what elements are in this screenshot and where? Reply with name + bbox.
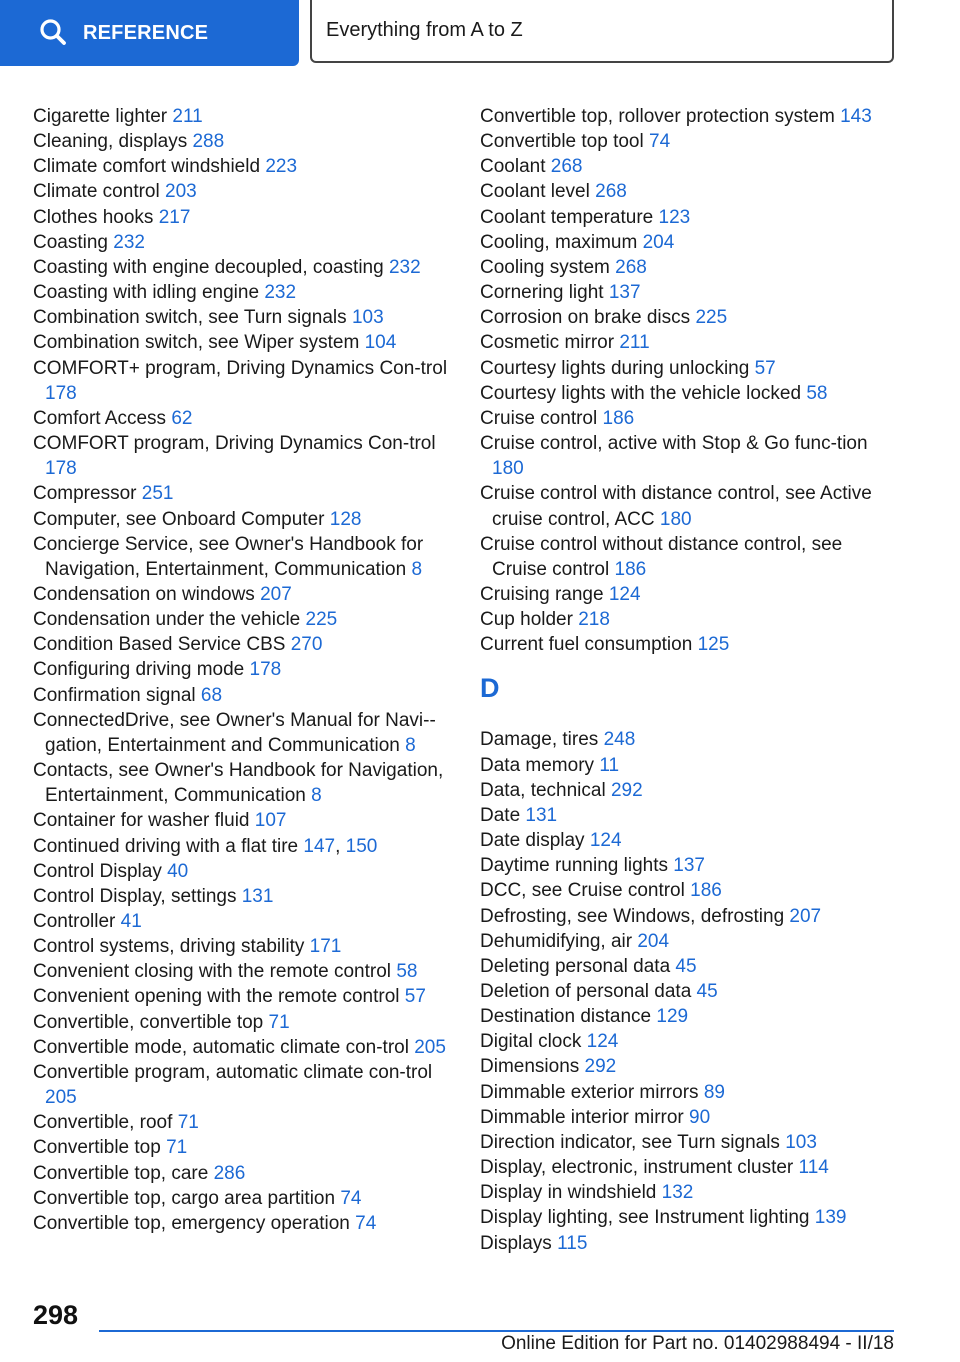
index-entry [33,808,453,833]
index-entry-text: Data, technical [480,779,606,801]
index-entry [33,934,453,959]
index-entry [33,280,453,305]
page-reference-link[interactable]: 180 [659,508,692,530]
index-entry-text: Display in windshield [480,1182,657,1204]
index-entry-text: Current fuel consumption [480,634,693,656]
index-entry [33,758,453,808]
index-entry [480,381,890,406]
index-entry-text: Dimmable exterior mirrors [480,1081,699,1103]
index-entry [33,1186,453,1211]
index-entry [480,280,890,305]
page-reference-link[interactable]: 132 [661,1182,694,1204]
index-entry-text: Date display [480,830,585,852]
index-entry-text: Condition Based Service CBS [33,634,286,656]
index-column-left [33,104,453,1236]
page-reference-link[interactable]: 104 [364,332,397,354]
index-entry [33,481,453,506]
page-reference-link[interactable]: 123 [658,206,691,228]
index-entry [33,683,453,708]
page-reference-link[interactable]: 268 [595,181,627,203]
index-entry [480,727,890,752]
index-entry [33,330,453,355]
index-entry-text: Coolant [480,156,546,178]
index-entry [33,230,453,255]
index-entry [33,104,453,129]
index-entry [480,1180,890,1205]
index-entry-text: Coolant temperature [480,206,654,228]
index-entry [480,431,890,481]
page-reference-link[interactable]: 124 [589,830,622,852]
index-entry-text: Displays [480,1232,552,1254]
page-reference-link[interactable]: 8 [311,785,322,807]
index-entry [33,657,453,682]
page-reference-link[interactable]: 171 [309,936,342,958]
page-reference-link[interactable]: 211 [172,106,203,127]
index-entry-text: Coasting with idling engine [33,282,260,304]
index-entry-text: Clothes hooks [33,206,154,228]
index-entry [33,129,453,154]
page-reference-link[interactable]: 41 [120,911,142,932]
index-entry [33,959,453,984]
page-reference-link[interactable]: 124 [586,1031,619,1053]
index-entry [480,1029,890,1054]
index-entry [33,1135,453,1160]
page-reference-link[interactable]: 217 [158,206,191,228]
page-reference-link[interactable]: 292 [584,1056,617,1078]
page-reference-link[interactable]: 58 [396,961,418,983]
index-entry [33,884,453,909]
index-entry [480,1231,890,1256]
index-entry-text: Coasting with engine decoupled, coasting [33,256,384,278]
index-entry-text: Convertible top, rollover protection system [480,106,835,127]
index-entry [480,954,890,979]
page-reference-link[interactable]: 131 [241,885,274,907]
index-entry-text: Cruise control without distance control, see Cruise control [480,533,843,580]
index-entry-text: Cruise control, active with Stop & Go func-tion [480,433,868,455]
index-entry [480,1105,890,1130]
page-reference-link[interactable]: 232 [113,231,145,253]
index-column-right [480,104,890,1256]
index-entry: Continued driving with a flat tire 147, 150 [33,835,378,857]
index-entry [33,179,453,204]
page-reference-link[interactable]: 211 [619,332,650,354]
page-reference-link[interactable]: 204 [642,231,675,253]
page-reference-link[interactable]: 268 [615,256,647,278]
page-reference-link[interactable]: 74 [649,131,671,153]
index-entry [480,778,890,803]
index-entry-text: Deleting personal data [480,955,671,977]
index-entry-text: Climate control [33,181,160,203]
page-reference-link[interactable]: 40 [167,860,189,882]
index-entry [480,481,890,531]
index-entry-text: Convertible program, automatic climate con-trol [33,1061,433,1083]
index-entry [480,330,890,355]
page-reference-link[interactable]: 8 [411,558,423,580]
page-reference-link[interactable]: 268 [550,156,583,178]
page-reference-link[interactable]: 205 [414,1036,446,1058]
page-reference-link[interactable]: 218 [578,609,610,631]
page-reference-link[interactable]: 129 [656,1006,689,1028]
index-entry-text: Cleaning, displays [33,131,188,153]
index-entry [33,708,453,758]
index-entry-text: Convertible, roof [33,1112,173,1134]
page-reference-link[interactable]: 286 [213,1162,246,1184]
index-entry [33,205,453,230]
index-entry [33,532,453,582]
page-reference-link[interactable]: 139 [814,1207,847,1229]
index-entry [33,406,453,431]
page-reference-link[interactable]: 114 [798,1157,829,1179]
index-entry-text: Contacts, see Owner's Handbook for Navigation, Entertainment, Communication [33,760,444,807]
index-entry-text: Daytime running lights [480,855,668,877]
index-entry [480,878,890,903]
index-entry [480,632,890,657]
index-entry-text: Control Display, settings [33,885,237,907]
index-entry [480,406,890,431]
index-entry [33,909,453,934]
page-reference-link[interactable]: 11 [599,754,620,776]
index-entry [480,979,890,1004]
index-entry-text: Comfort Access [33,407,167,429]
index-entry-text: Deletion of personal data [480,981,692,1002]
index-entry [33,1110,453,1135]
page-reference-link[interactable]: 115 [557,1232,588,1254]
index-entry-text: Cornering light [480,282,604,304]
index-letter-heading: D [480,673,500,704]
page-reference-link[interactable]: 62 [171,407,193,429]
index-entry [480,532,890,582]
page-reference-link[interactable]: 103 [351,307,384,329]
index-entry [33,154,453,179]
index-entry-text: Condensation under the vehicle [33,609,301,631]
index-entry-text: Condensation on windows [33,583,255,605]
page-reference-link[interactable]: 292 [610,779,643,801]
index-entry-text: Continued driving with a flat tire [33,835,299,857]
index-entry-text: Dehumidifying, air [480,930,633,952]
page-header [0,0,960,66]
page-reference-link[interactable]: 58 [806,382,828,404]
chapter-title: Everything from A to Z [326,19,523,41]
index-entry-text: Coolant level [480,181,590,203]
page-reference-link[interactable]: 225 [305,609,338,631]
index-entry [480,1205,890,1230]
page-reference-link[interactable]: 270 [290,634,323,656]
index-entry-text: DCC, see Cruise control [480,880,685,902]
footer-rule [99,1330,894,1332]
index-entry-text: Courtesy lights during unlocking [480,357,750,379]
index-entry-text: Concierge Service, see Owner's Handbook for Navigation, Entertainment, Communication [33,533,424,580]
index-entry [33,1161,453,1186]
page-reference-link[interactable]: 143 [840,106,872,127]
index-entry-text: Convertible mode, automatic climate con-trol [33,1036,409,1058]
index-entry-text: Convertible, convertible top [33,1011,264,1033]
index-entry-text: Control systems, driving stability [33,936,305,958]
page-reference-link[interactable]: 74 [340,1187,362,1209]
page-reference-link[interactable]: 223 [265,156,298,178]
page-reference-link[interactable]: 225 [695,307,728,329]
index-entry-text: Direction indicator, see Turn signals [480,1131,780,1153]
index-entry-text: Combination switch, see Wiper system [33,332,360,354]
index-entry-text: Controller [33,911,116,932]
page-reference-link[interactable]: 205 [45,1087,77,1109]
page-reference-link[interactable]: 137 [673,855,705,877]
page-reference-link[interactable]: 137 [608,282,641,304]
page-reference-link[interactable]: 68 [200,684,223,706]
index-entry-text: Cooling, maximum [480,231,638,253]
page-reference-link[interactable]: 178 [45,382,77,404]
page-reference-link[interactable]: 57 [754,357,776,379]
index-entry-text: Configuring driving mode [33,659,245,681]
index-entry [33,431,453,481]
index-entry-text: Convertible top, care [33,1162,209,1184]
index-entry-text: Cruise control [480,407,598,429]
index-entry [33,632,453,657]
index-entry [33,356,453,406]
page-reference-link[interactable]: 232 [264,282,297,304]
index-entry [480,305,890,330]
index-entry [33,305,453,330]
index-entry-text: Convenient closing with the remote control [33,961,392,983]
index-entry [480,607,890,632]
index-entry [33,607,453,632]
page-reference-link[interactable]: 45 [696,981,718,1002]
page-reference-link[interactable]: 107 [254,810,287,832]
index-entry [480,104,890,129]
index-entry [480,1080,890,1105]
index-entry-text: Computer, see Onboard Computer [33,508,325,530]
index-entry [480,154,890,179]
index-entry [480,929,890,954]
page-reference-link[interactable]: 204 [637,930,670,952]
page-number: 298 [33,1300,79,1330]
index-entry-text: Defrosting, see Windows, defrosting [480,905,785,927]
index-entry [33,984,453,1009]
index-entry-text: COMFORT+ program, Driving Dynamics Con-trol [33,357,448,379]
index-entry-text: Convertible top tool [480,131,644,153]
index-entry-text: Cruising range [480,583,604,605]
page-reference-link[interactable]: 128 [329,508,362,530]
index-entry-text: Combination switch, see Turn signals [33,307,347,329]
index-entry-text: Display lighting, see Instrument lighting [480,1207,810,1229]
index-entry [480,853,890,878]
index-entry [33,507,453,532]
page-reference-link[interactable]: 248 [603,729,636,751]
index-entry-text: Cigarette lighter [33,106,168,127]
index-entry-text: Cup holder [480,609,573,631]
index-entry-text: Climate comfort windshield [33,156,261,178]
index-entry-text: Destination distance [480,1006,652,1028]
page-reference-link[interactable]: 71 [166,1137,188,1159]
page-reference-link[interactable]: 71 [177,1112,199,1134]
page-reference-link[interactable]: 207 [789,905,822,927]
page-reference-link[interactable]: 57 [404,986,426,1008]
index-entry [480,179,890,204]
index-entry [480,1130,890,1155]
index-entry [480,356,890,381]
chapter-title-tab [310,0,894,63]
index-entry-text: COMFORT program, Driving Dynamics Con-trol [33,433,436,455]
page-reference-link[interactable]: 232 [388,256,421,278]
page-reference-link[interactable]: 180 [492,458,524,480]
page-reference-link[interactable]: 71 [268,1011,290,1033]
page-reference-link[interactable]: 186 [690,880,722,902]
page-reference-link[interactable]: 90 [689,1106,711,1128]
index-entry-text: Convertible top, emergency operation [33,1212,350,1234]
page-reference-link[interactable]: 186 [602,407,635,429]
index-entry-text: Coasting [33,231,108,253]
index-entry-text: Data memory [480,754,595,776]
index-entry [480,1155,890,1180]
index-entry-text: Compressor [33,483,137,505]
index-entry [480,129,890,154]
index-entry-text: Convenient opening with the remote control [33,986,400,1008]
index-entry-text: Dimensions [480,1056,580,1078]
page-reference-link[interactable]: 124 [608,583,641,605]
index-entry [480,1054,890,1079]
page-reference-link[interactable]: 150 [345,835,378,857]
index-entry-text: Courtesy lights with the vehicle locked [480,382,802,404]
index-entry-text: Cruise control with distance control, see Active cruise control, ACC [480,483,872,530]
index-entry-text: Dimmable interior mirror [480,1106,684,1128]
index-entry [480,205,890,230]
page-reference-link[interactable]: 74 [355,1212,377,1234]
index-entry-text: Digital clock [480,1031,582,1053]
index-entry [480,803,890,828]
index-entry [480,230,890,255]
index-entry [33,582,453,607]
index-entry-text: Display, electronic, instrument cluster [480,1157,794,1179]
page-reference-link[interactable]: 8 [405,734,416,756]
index-entry [480,582,890,607]
index-entry [33,255,453,280]
index-entry-text: Cooling system [480,256,610,278]
index-entry-text: ConnectedDrive, see Owner's Manual for Navi-gation, Entertainment and Communication [33,709,436,756]
page-reference-link[interactable]: 131 [525,804,558,826]
page-reference-link[interactable]: 207 [260,583,292,605]
index-entry [480,828,890,853]
index-entry [480,1004,890,1029]
search-icon [38,17,68,47]
index-entry-text: Convertible top [33,1137,161,1159]
page-reference-link[interactable]: 288 [192,131,225,153]
index-entry-text: Cosmetic mirror [480,332,615,354]
index-entry [480,753,890,778]
page-reference-link[interactable]: 186 [614,558,647,580]
index-entry-text: Confirmation signal [33,684,196,706]
page-reference-link[interactable]: 103 [785,1131,817,1153]
index-entry-text: Convertible top, cargo area partition [33,1187,336,1209]
index-entry-text: Control Display [33,860,162,882]
footer-edition-text: Online Edition for Part no. 01402988494 - II/18 [501,1333,894,1354]
page-reference-link[interactable]: 89 [703,1081,725,1103]
index-entry-text: Container for washer fluid [33,810,250,832]
index-entry [33,1035,453,1060]
index-entry [33,1211,453,1236]
index-entry [33,1010,453,1035]
reference-tab[interactable] [0,0,299,66]
page-reference-link[interactable]: 203 [165,181,197,203]
index-entry-text: Damage, tires [480,729,599,751]
index-entry [33,1060,453,1110]
reference-tab-label: REFERENCE [83,21,209,44]
page-reference-link[interactable]: 125 [697,634,730,656]
index-entry-text: Date [480,804,521,826]
page-reference-link[interactable]: 147 [303,835,336,857]
page-reference-link[interactable]: 178 [45,458,77,480]
page-reference-link[interactable]: 45 [675,955,697,977]
page-reference-link[interactable]: 251 [141,483,174,505]
page-reference-link[interactable]: 178 [249,659,282,681]
index-entry [33,859,453,884]
index-entry [480,904,890,929]
index-entry-text: Corrosion on brake discs [480,307,691,329]
index-entry [480,255,890,280]
